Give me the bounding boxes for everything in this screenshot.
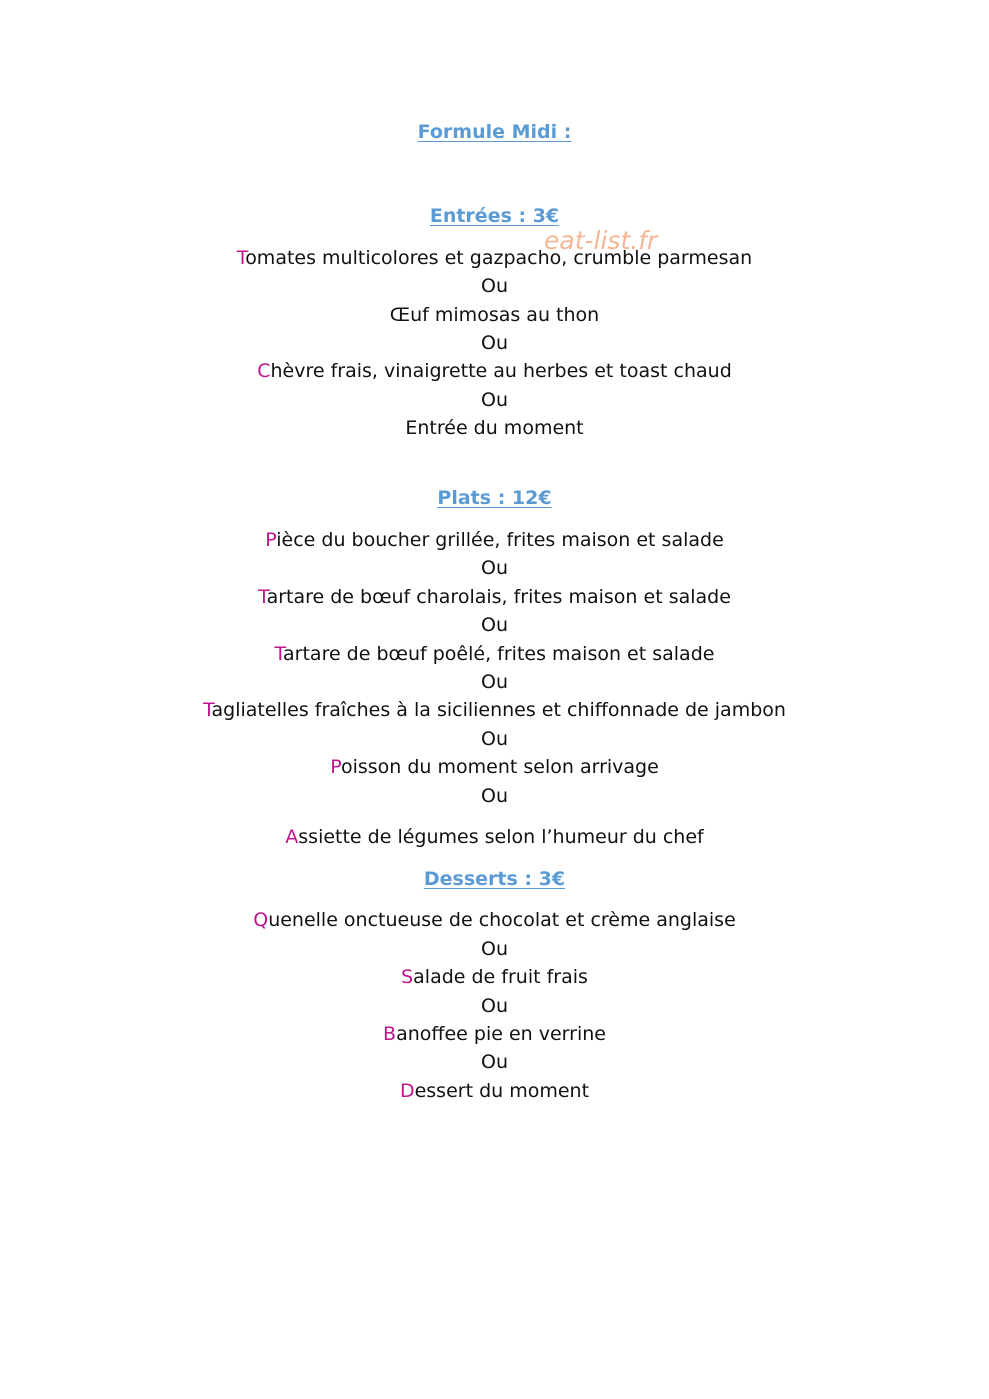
separator-ou: Ou — [481, 557, 508, 579]
separator-ou: Ou — [481, 938, 508, 960]
separator-ou: Ou — [481, 728, 508, 750]
menu-item: Tagliatelles fraîches à la siciliennes et chiffonnade de jambon — [203, 699, 786, 721]
watermark: eat-list.fr — [544, 226, 658, 255]
menu-item: Salade de fruit frais — [401, 966, 588, 988]
separator-ou: Ou — [481, 671, 508, 693]
menu-item: Dessert du moment — [399, 1080, 590, 1102]
section-heading-entrees: Entrées : 3€ — [429, 205, 560, 227]
separator-ou: Ou — [481, 1051, 508, 1073]
menu-item: Tartare de bœuf charolais, frites maison et salade — [258, 586, 731, 608]
menu-item: Entrée du moment — [405, 417, 584, 439]
section-heading-desserts: Desserts : 3€ — [423, 868, 566, 890]
separator-ou: Ou — [481, 995, 508, 1017]
separator-ou: Ou — [481, 389, 508, 411]
menu-item: Pièce du boucher grillée, frites maison et salade — [265, 529, 724, 551]
menu-item: Assiette de légumes selon l’humeur du chef — [285, 826, 704, 848]
menu-item: Tartare de bœuf poêlé, frites maison et salade — [274, 643, 715, 665]
separator-ou: Ou — [481, 614, 508, 636]
separator-ou: Ou — [481, 785, 508, 807]
menu-item: Banoffee pie en verrine — [383, 1023, 606, 1045]
separator-ou: Ou — [481, 332, 508, 354]
menu-item: Poisson du moment selon arrivage — [330, 756, 659, 778]
menu-item: Quenelle onctueuse de chocolat et crème anglaise — [253, 909, 736, 931]
menu-item: Chèvre frais, vinaigrette au herbes et toast chaud — [257, 360, 732, 382]
section-heading-plats: Plats : 12€ — [437, 487, 552, 509]
menu-item: Tomates multicolores et gazpacho, crumble parmesan — [236, 247, 753, 269]
separator-ou: Ou — [481, 275, 508, 297]
menu-title: Formule Midi : — [417, 121, 572, 143]
menu-item: Œuf mimosas au thon — [389, 304, 600, 326]
